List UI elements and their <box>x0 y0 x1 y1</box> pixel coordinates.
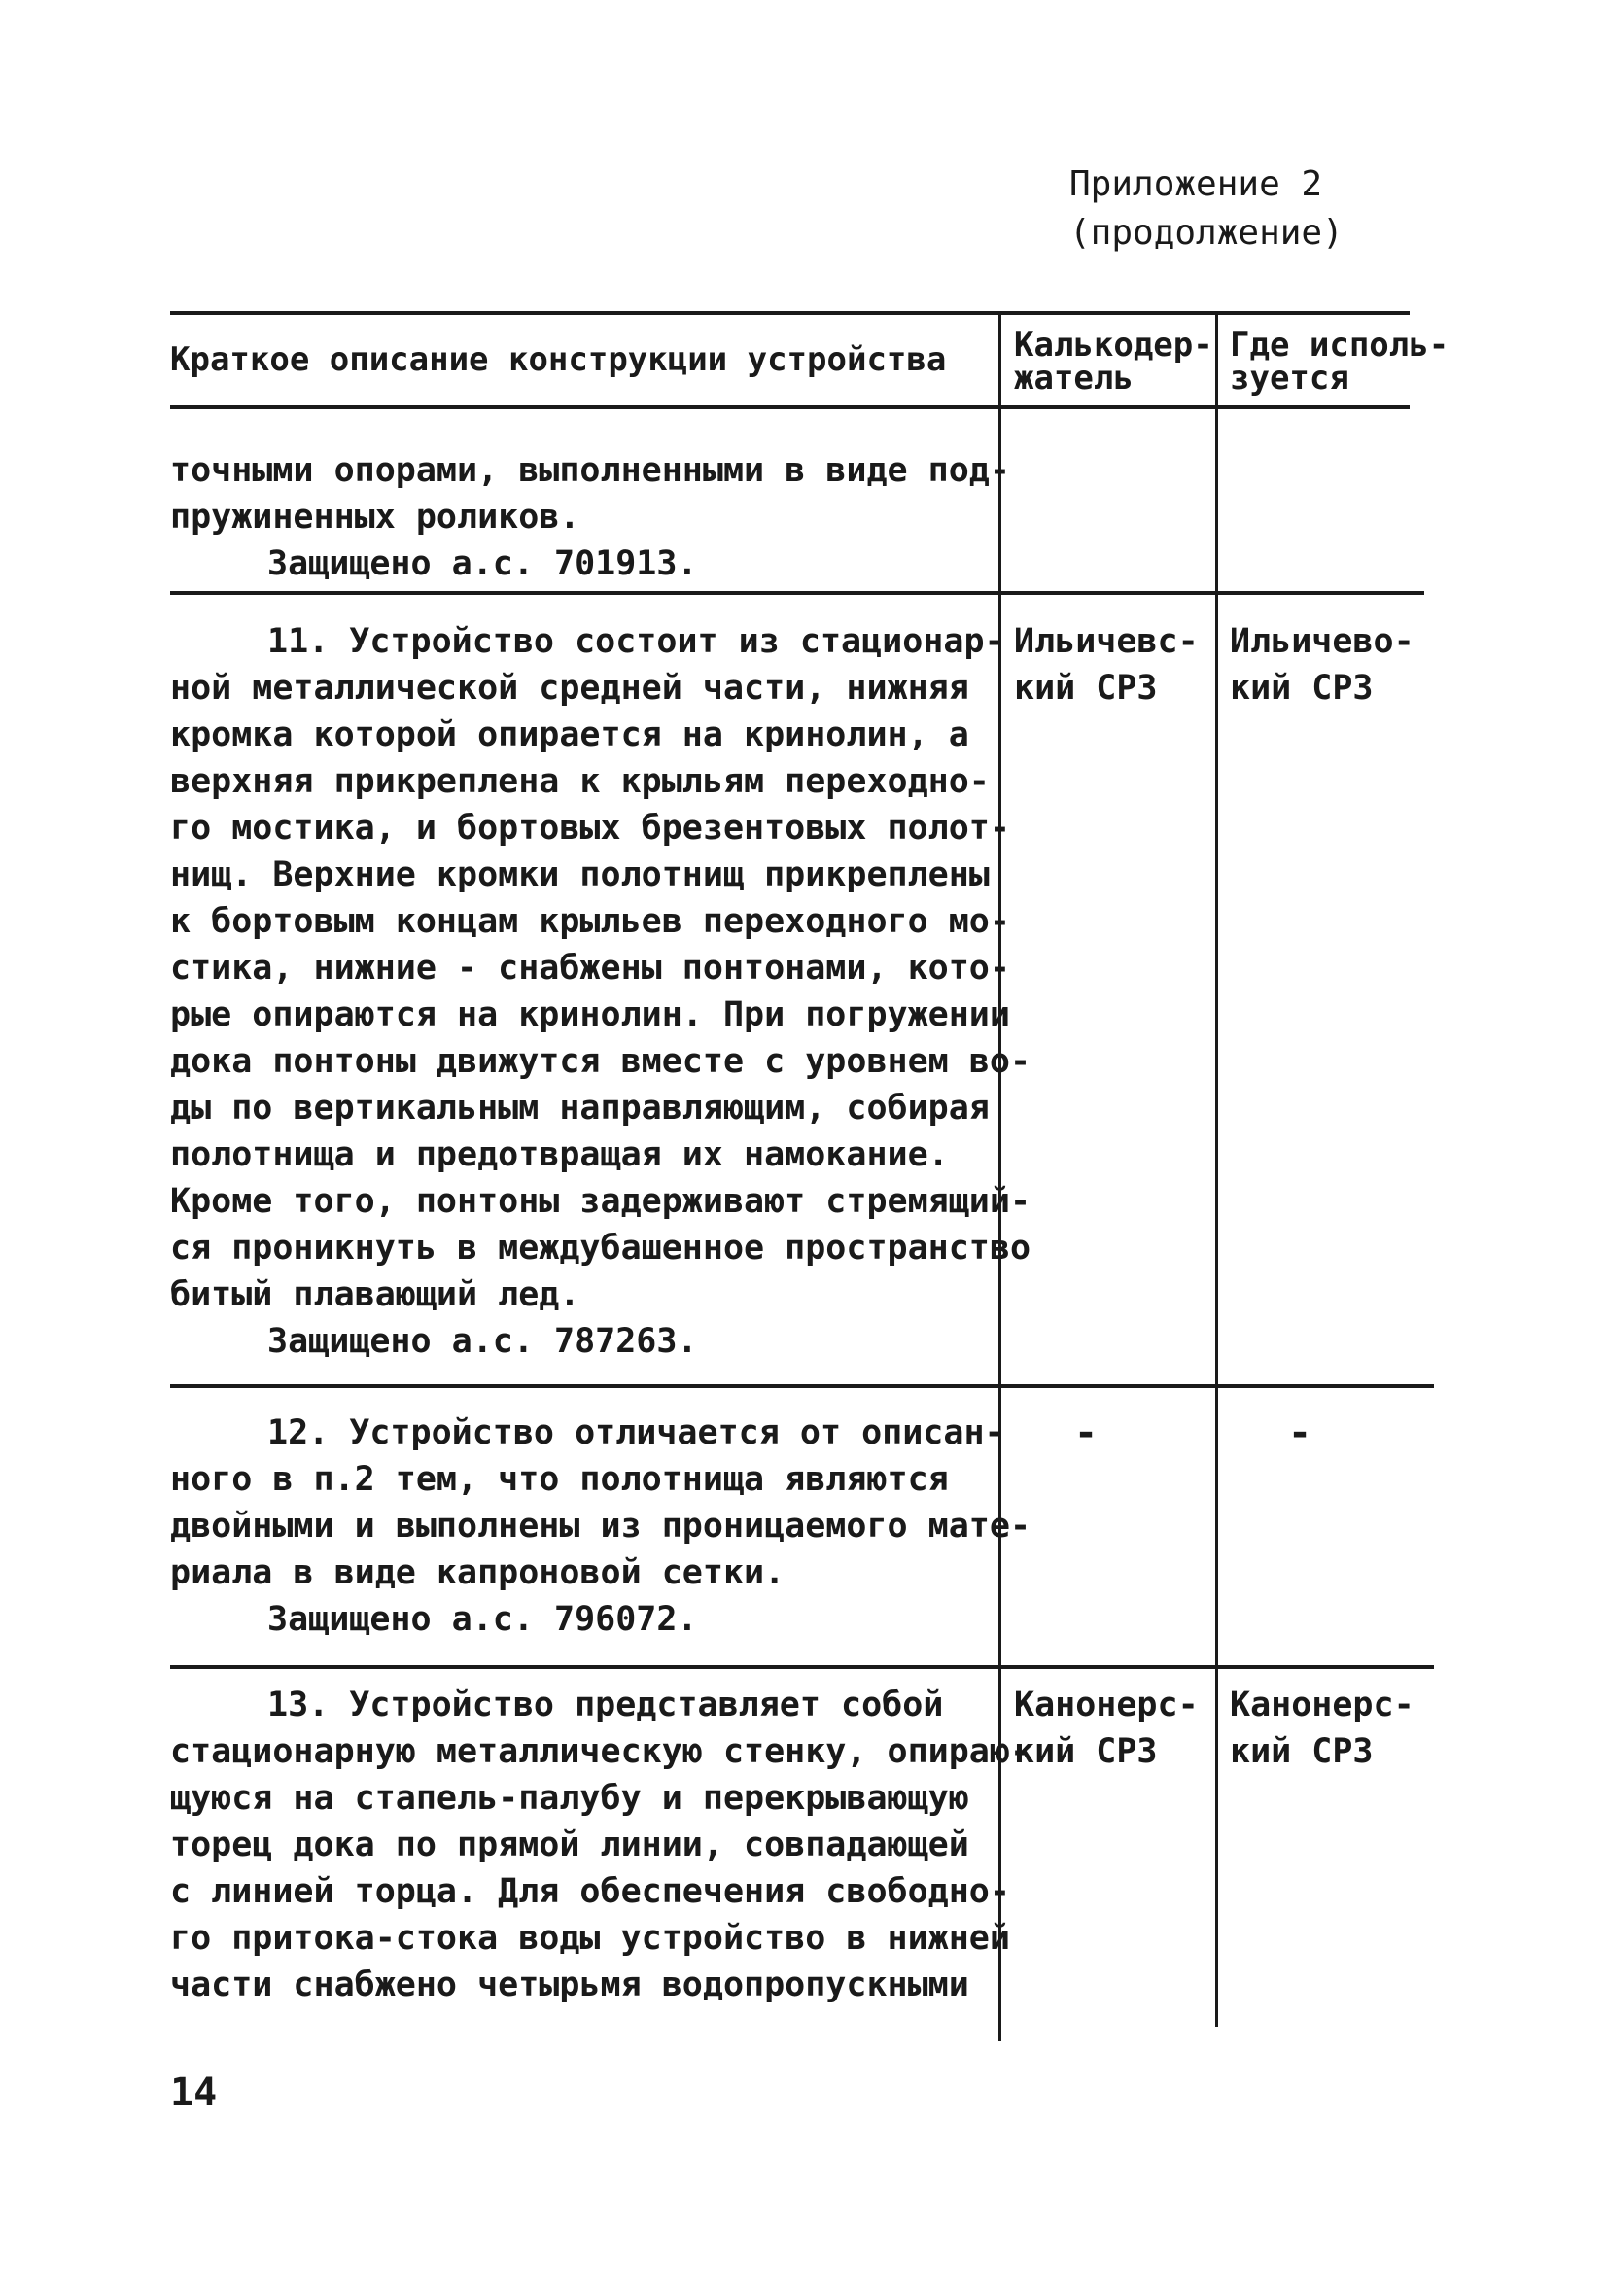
table-row-2-used: Ильичево- кий СРЗ <box>1230 622 1415 708</box>
annex-label <box>1069 160 1344 258</box>
table-row-4-description: 13. Устройство представляет собой стационарную металлическую стенку, опираю- щуюся на стапель-палубу и перекрывающую торец дока по прямой линии, совпадающей с линией торца. Для обеспечения свободно- го притока-стока воды устройство в нижней части снабжено четырьмя водопропускными <box>170 1686 1031 2004</box>
table-row-2-description: 11. Устройство состоит из стационар- ной металлической средней части, нижняя кромка которой опирается на кринолин, а верхняя прикреплена к крыльям переходно- го мостика, и бортовых брезентовых полот- нищ. Верхние кромки полотнищ прикреплены к бортовым концам крыльев переходного мо- стика, нижние - снабжены понтонами, кото- рые опираются на кринолин. При погружении дока понтоны движутся вместе с уровнем во- ды по вертикальным направляющим, собирая полотнища и предотвращая их намокание. Кроме того, понтоны задерживают стремящий- ся проникнуть в междубашенное пространство битый плавающий лед. Защищено а.с. 787263. <box>170 618 1031 1365</box>
annex-continuation: (продолжение) <box>1069 213 1344 253</box>
patent-note: Защищено а.с. 787263. <box>267 1322 698 1361</box>
device-table <box>170 311 1450 2041</box>
table-row-2-holder: Ильичевс- кий СРЗ <box>1014 622 1199 708</box>
patent-note: Защищено а.с. 701913. <box>267 544 698 583</box>
header-holder: Калькодер- жатель <box>1014 326 1213 398</box>
table-row-4-used: Канонерс- кий СРЗ <box>1230 1686 1415 1771</box>
header-used: Где исполь- зуется <box>1230 326 1450 398</box>
table-row-3-holder: - <box>1074 1410 1099 1455</box>
row-rule-1 <box>170 591 1424 595</box>
page-number: 14 <box>170 2070 218 2115</box>
header-description: Краткое описание конструкции устройства <box>170 340 947 379</box>
table-row-4-holder: Канонерс- кий СРЗ <box>1014 1686 1199 1771</box>
table-top-rule <box>170 311 1410 315</box>
table-row-3-description: 12. Устройство отличается от описан- ного в п.2 тем, что полотнища являются двойными и выполнены из проницаемого мате- риала в виде капроновой сетки. Защищено а.с. 796072. <box>170 1409 1031 1643</box>
annex-title: Приложение 2 <box>1069 164 1323 204</box>
row-rule-2 <box>170 1384 1434 1388</box>
table-row-3-used: - <box>1288 1410 1312 1455</box>
column-divider-2 <box>1215 311 1218 2027</box>
table-row-1-description: точными опорами, выполненными в виде под- пружиненных роликов. Защищено а.с. 701913. <box>170 447 1010 587</box>
header-bottom-rule <box>170 405 1410 409</box>
patent-note: Защищено а.с. 796072. <box>267 1600 698 1639</box>
row-rule-3 <box>170 1665 1434 1669</box>
